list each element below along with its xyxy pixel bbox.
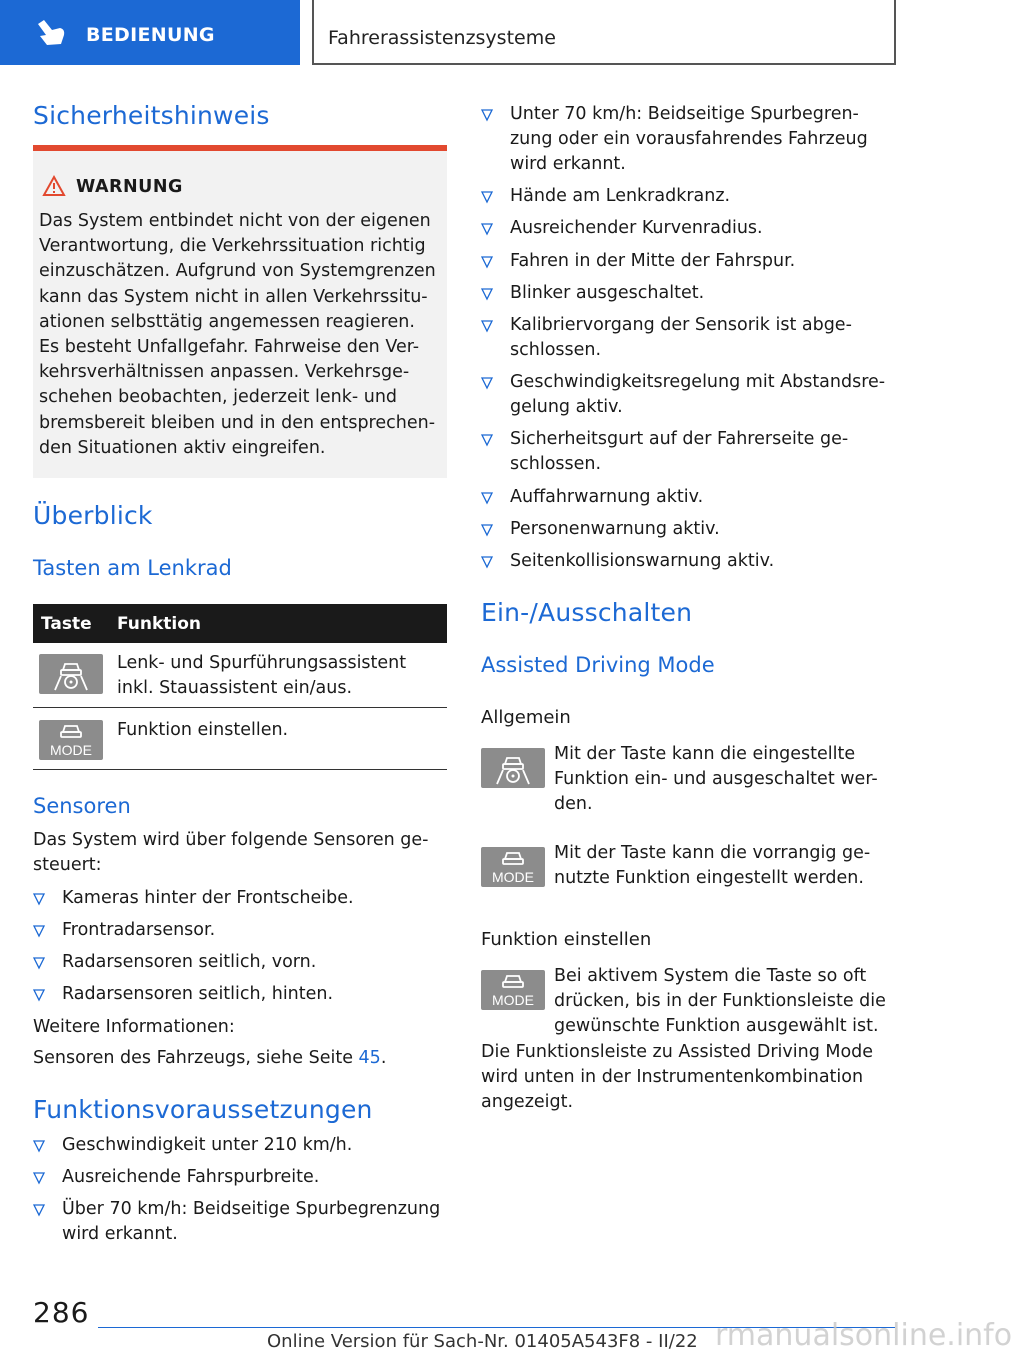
row-function-text — [117, 651, 406, 701]
text-line: den Situationen aktiv eingreifen. — [39, 437, 326, 458]
svg-text:MODE: MODE — [492, 992, 534, 1008]
text-line: kann das System nicht in allen Verkehrssitu- — [39, 286, 428, 307]
text-line: drücken, bis in der Funktionsleiste die — [554, 991, 886, 1011]
text-line: wird erkannt. — [62, 1224, 178, 1244]
warning-box — [33, 145, 447, 478]
text-line: Über 70 km/h: Beidseitige Spurbegrenzung — [62, 1199, 441, 1219]
text-line: zung oder ein vorausfahrendes Fahrzeug — [510, 129, 868, 149]
bullet-triangle-icon — [481, 434, 493, 446]
text-line: den. — [554, 794, 593, 814]
steering-assist-button-icon — [39, 654, 103, 694]
bullet-triangle-icon — [481, 492, 493, 504]
table-row — [33, 643, 447, 708]
text-line: schlossen. — [510, 454, 602, 475]
text-line: Radarsensoren seitlich, vorn. — [62, 952, 317, 972]
text-line: steuert: — [33, 855, 102, 875]
section-tab — [0, 0, 300, 65]
text-line: inkl. Stauassistent ein/aus. — [117, 678, 353, 698]
set-function-heading: Funktion einstellen — [481, 929, 652, 950]
text-line: einzuschätzen. Aufgrund von Systemgrenzen — [39, 261, 436, 282]
mode-button-icon — [39, 720, 103, 760]
bullet-triangle-icon — [33, 989, 45, 1001]
text-line: schehen beobachten, jederzeit lenk- und — [39, 387, 398, 408]
general-text-1 — [554, 742, 895, 817]
text-line: Radarsensoren seitlich, hinten. — [62, 984, 334, 1004]
text-line: Bei aktivem System die Taste so oft — [554, 966, 867, 986]
text-line: ationen selbsttätig angemessen reagieren. — [39, 311, 415, 332]
text-line: Mit der Taste kann die vorrangig ge- — [554, 843, 871, 863]
online-version-text: Online Version für Sach-Nr. 01405A543F8 - II/22 — [267, 1331, 698, 1352]
text-line: Kalibriervorgang der Sensorik ist abge- — [510, 315, 852, 335]
assisted-driving-heading: Assisted Driving Mode — [481, 653, 715, 677]
onoff-heading: Ein-/Ausschalten — [481, 598, 693, 627]
text-line: Geschwindigkeit unter 210 km/h. — [62, 1135, 353, 1155]
bullet-triangle-icon — [481, 191, 493, 203]
mode-button-icon — [481, 847, 545, 887]
text-line: Das System wird über folgende Sensoren ge- — [33, 830, 429, 850]
hand-pointer-icon — [34, 18, 68, 48]
page-link[interactable]: 45 — [358, 1048, 381, 1068]
text-line: angezeigt. — [481, 1092, 574, 1112]
sensors-heading: Sensoren — [33, 794, 131, 818]
text-line: gewünschte Funktion ausgewählt ist. — [554, 1016, 879, 1036]
bullet-triangle-icon — [481, 320, 493, 332]
text-line: Ausreichende Fahrspurbreite. — [62, 1167, 320, 1187]
bullet-triangle-icon — [481, 556, 493, 568]
text-line: Sicherheitsgurt auf der Fahrerseite ge- — [510, 429, 849, 450]
steering-assist-button-icon — [481, 748, 545, 788]
bullet-triangle-icon — [481, 288, 493, 300]
bullet-triangle-icon — [33, 1204, 45, 1216]
text-line: Es besteht Unfallgefahr. Fahrweise den Ver- — [39, 337, 420, 358]
section-label: BEDIENUNG — [86, 24, 215, 46]
general-text-2 — [554, 841, 895, 891]
text-line: Lenk- und Spurführungsassistent — [117, 653, 407, 673]
bullet-triangle-icon — [481, 109, 493, 121]
sensors-reference — [33, 1046, 386, 1071]
overview-heading: Überblick — [33, 501, 153, 530]
text-line: wird unten in der Instrumentenkombination — [481, 1067, 864, 1087]
text-line: Mit der Taste kann die eingestellte — [554, 744, 856, 764]
text-line: kehrsverhältnissen anpassen. Verkehrsge- — [39, 362, 410, 383]
text-line: nutzte Funktion eingestellt werden. — [554, 868, 864, 888]
svg-text:MODE: MODE — [492, 869, 534, 885]
chapter-label: Fahrerassistenzsysteme — [328, 27, 556, 49]
text-line: Personenwarnung aktiv. — [510, 518, 720, 539]
steering-buttons-heading: Tasten am Lenkrad — [33, 556, 232, 580]
text-line: wird erkannt. — [510, 154, 626, 174]
general-heading: Allgemein — [481, 707, 571, 728]
sensors-intro — [33, 828, 447, 878]
text-line: Kameras hinter der Frontscheibe. — [62, 888, 354, 908]
col-funktion: Funktion — [117, 614, 202, 634]
more-info-text: Weitere Informationen: — [33, 1017, 235, 1037]
bullet-triangle-icon — [481, 377, 493, 389]
text-line: bremsbereit bleiben und in den entsprechen- — [39, 412, 436, 433]
text-line: schlossen. — [510, 340, 602, 360]
set-function-text-2 — [481, 1040, 895, 1115]
row-function-text: Funktion einstellen. — [117, 720, 289, 740]
text-line: Geschwindigkeitsregelung mit Abstandsre- — [510, 372, 886, 393]
mode-button-icon — [481, 970, 545, 1010]
bullet-triangle-icon — [33, 1172, 45, 1184]
warning-triangle-icon — [43, 176, 65, 196]
safety-heading: Sicherheitshinweis — [33, 101, 270, 130]
text-line: Frontradarsensor. — [62, 920, 216, 940]
text-line: Auffahrwarnung aktiv. — [510, 486, 704, 507]
text-line: Funktion ein- und ausgeschaltet wer- — [554, 769, 878, 789]
chapter-box — [312, 0, 896, 65]
svg-text:MODE: MODE — [50, 742, 92, 758]
table-header — [33, 604, 447, 643]
bullet-triangle-icon — [481, 524, 493, 536]
text-line: Verantwortung, die Verkehrssituation richtig — [39, 236, 426, 257]
bullet-triangle-icon — [33, 957, 45, 969]
text-line: Seitenkollisionswarnung aktiv. — [510, 551, 775, 571]
col-taste: Taste — [41, 614, 92, 634]
watermark: rmanualsonline.info — [715, 1318, 1012, 1353]
bullet-triangle-icon — [481, 256, 493, 268]
requirements-heading: Funktionsvoraussetzungen — [33, 1095, 373, 1124]
text-line: Fahren in der Mitte der Fahrspur. — [510, 250, 796, 271]
text-line: Blinker ausgeschaltet. — [510, 282, 705, 303]
bullet-triangle-icon — [33, 893, 45, 905]
reference-text: Sensoren des Fahrzeugs, siehe Seite — [33, 1048, 359, 1068]
text-line: Hände am Lenkradkranz. — [510, 186, 731, 207]
set-function-text-1 — [554, 964, 895, 1039]
warning-title: WARNUNG — [76, 177, 183, 197]
reference-end: . — [380, 1048, 387, 1068]
text-line: Ausreichender Kurvenradius. — [510, 218, 763, 239]
text-line: Die Funktionsleiste zu Assisted Driving Mode — [481, 1042, 874, 1062]
text-line: Das System entbindet nicht von der eigenen — [39, 211, 431, 231]
bullet-triangle-icon — [481, 223, 493, 235]
text-line: gelung aktiv. — [510, 397, 623, 418]
bullet-triangle-icon — [33, 1140, 45, 1152]
page-number: 286 — [33, 1296, 90, 1329]
bullet-triangle-icon — [33, 925, 45, 937]
text-line: Unter 70 km/h: Beidseitige Spurbegren- — [510, 104, 859, 124]
warning-text — [39, 209, 443, 461]
table-row — [33, 708, 447, 770]
